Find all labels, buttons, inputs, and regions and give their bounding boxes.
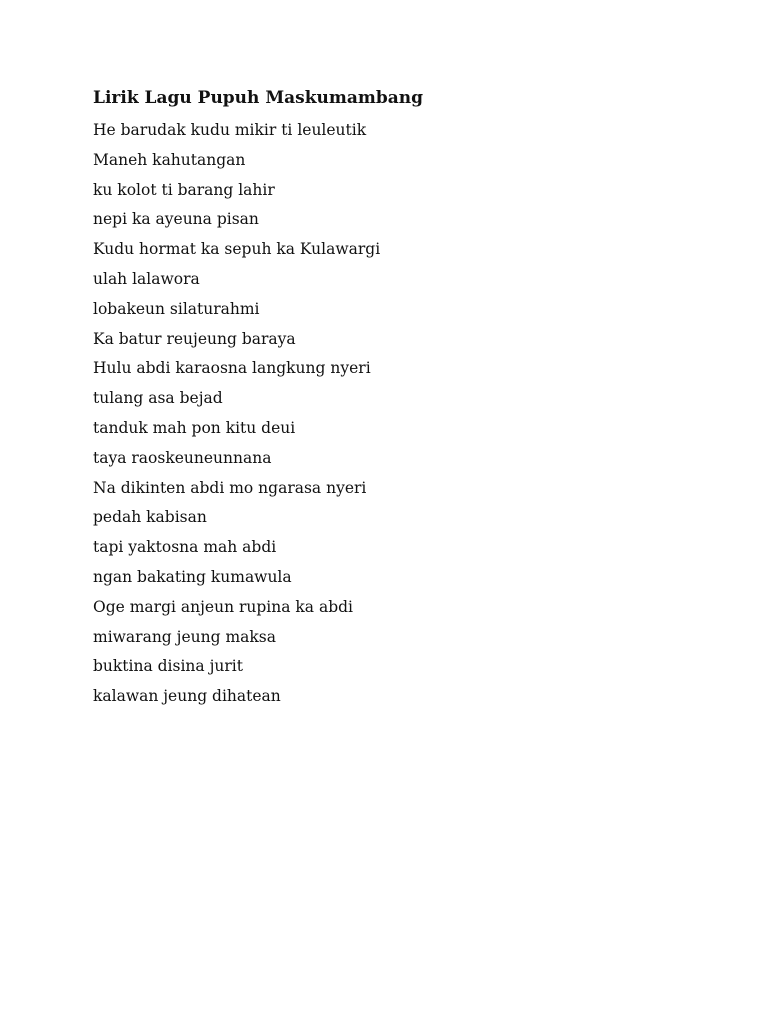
lyric-line: buktina disina jurit <box>93 657 243 676</box>
lyric-line: lobakeun silaturahmi <box>93 299 260 318</box>
lyric-line: Kudu hormat ka sepuh ka Kulawargi <box>93 240 381 259</box>
lyric-line: miwarang jeung maksa <box>93 627 276 646</box>
lyric-line: ngan bakating kumawula <box>93 567 292 586</box>
lyric-line: taya raoskeuneunnana <box>93 448 272 467</box>
document-title: Lirik Lagu Pupuh Maskumambang <box>93 88 424 108</box>
lyric-line: Oge margi anjeun rupina ka abdi <box>93 597 354 616</box>
lyric-line: tulang asa bejad <box>93 389 223 408</box>
lyric-line: Ka batur reujeung baraya <box>93 329 296 348</box>
lyric-line: kalawan jeung dihatean <box>93 687 281 706</box>
lyric-line: tapi yaktosna mah abdi <box>93 538 277 557</box>
lyric-line: Na dikinten abdi mo ngarasa nyeri <box>93 478 367 497</box>
lyric-line: Maneh kahutangan <box>93 150 246 169</box>
lyric-line: ku kolot ti barang lahir <box>93 180 275 199</box>
lyric-line: Hulu abdi karaosna langkung nyeri <box>93 359 371 378</box>
lyrics-list <box>93 116 380 712</box>
lyric-line: He barudak kudu mikir ti leuleutik <box>93 121 367 139</box>
lyric-line: tanduk mah pon kitu deui <box>93 418 296 437</box>
lyric-line: pedah kabisan <box>93 508 207 527</box>
lyric-line: ulah lalawora <box>93 269 200 288</box>
lyric-line: nepi ka ayeuna pisan <box>93 210 259 229</box>
